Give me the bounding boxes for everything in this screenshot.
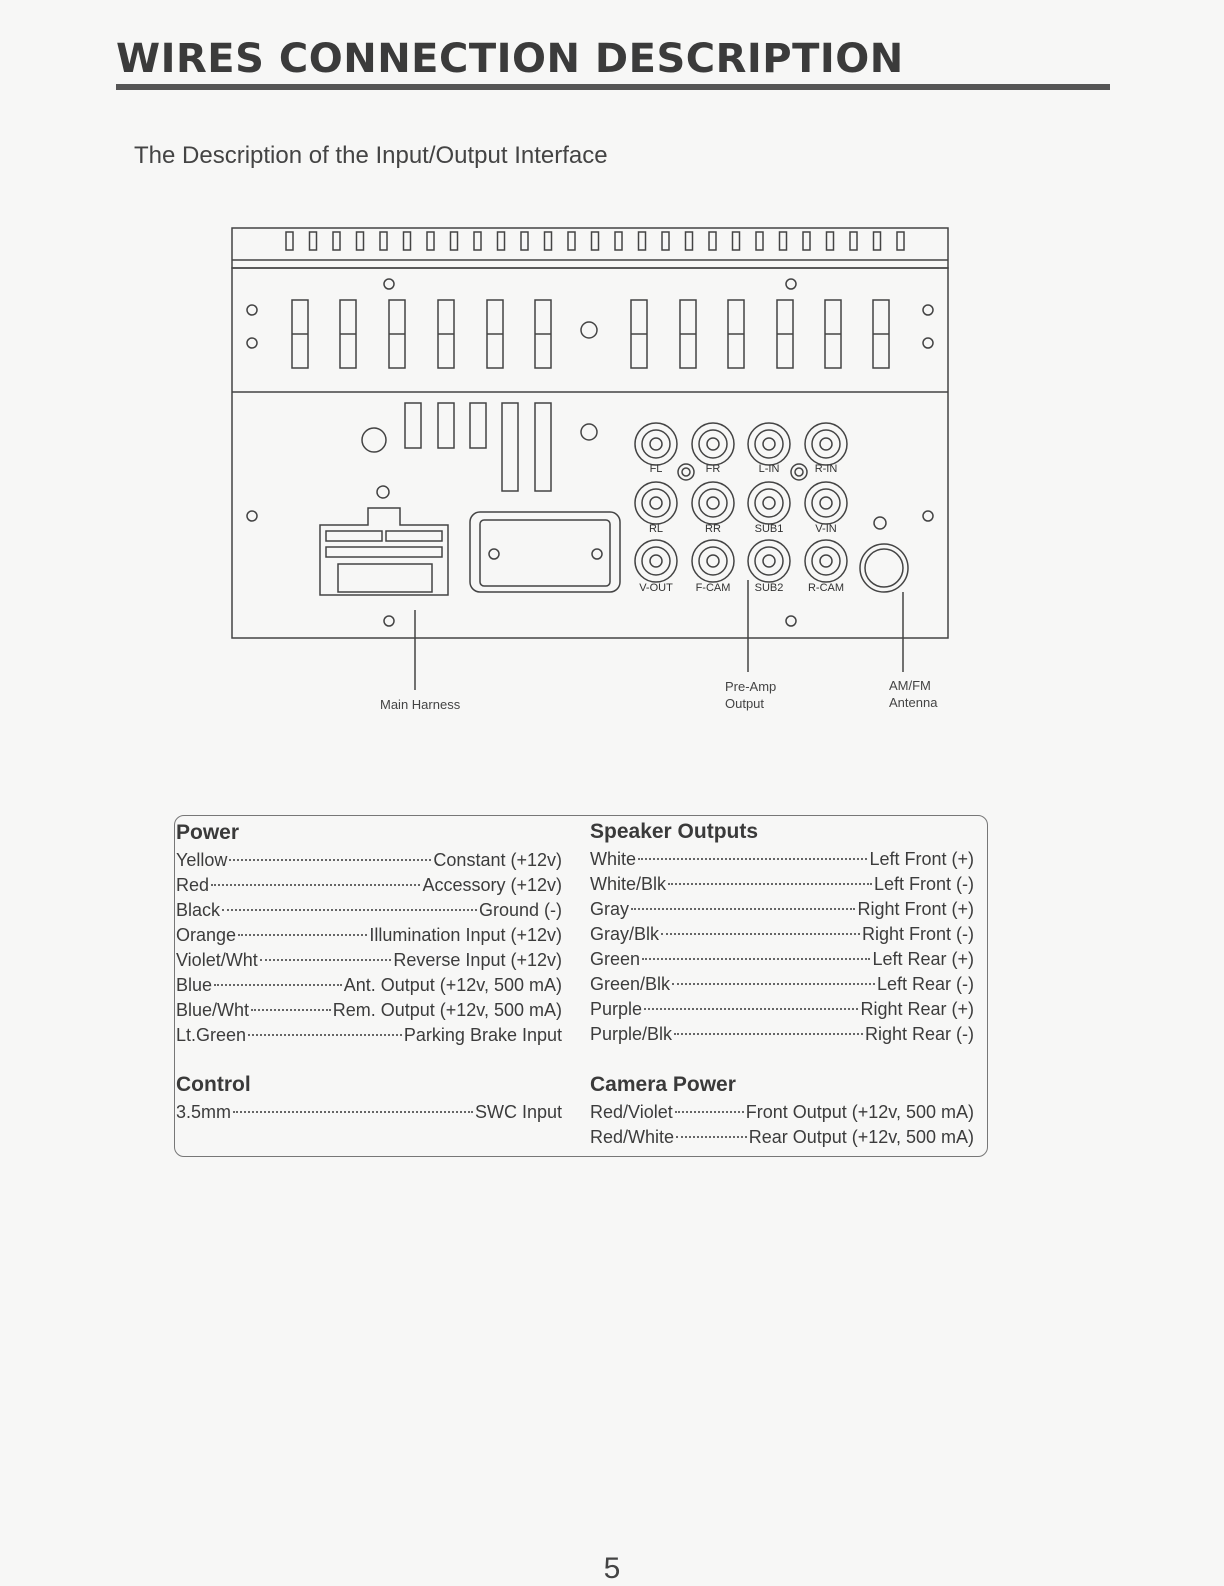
wire-color: Red/Violet bbox=[590, 1102, 673, 1122]
screw-hole bbox=[247, 511, 257, 521]
rca-jack-ring bbox=[755, 430, 783, 458]
wire-color: Black bbox=[176, 900, 221, 920]
rca-jack-label: R-CAM bbox=[807, 582, 845, 594]
wire-row bbox=[176, 923, 562, 948]
rca-jack-pin bbox=[820, 497, 832, 509]
wire-color: Red/White bbox=[590, 1127, 675, 1147]
page-number: 5 bbox=[603, 1552, 621, 1585]
wire-color: Gray bbox=[590, 899, 630, 919]
mini-jack bbox=[678, 464, 694, 480]
rca-jack-label: FR bbox=[705, 463, 721, 475]
dot-leader bbox=[644, 1008, 858, 1010]
wire-row bbox=[590, 972, 974, 997]
heatsink-fin bbox=[709, 232, 716, 250]
screw-hole bbox=[362, 428, 386, 452]
wire-row bbox=[590, 1022, 974, 1047]
connector-slot bbox=[405, 403, 421, 448]
wire-row bbox=[590, 1100, 974, 1125]
screw-hole bbox=[581, 424, 597, 440]
wire-color: White bbox=[590, 849, 637, 869]
wire-color: Violet/Wht bbox=[176, 950, 258, 970]
callout-pre-amp-line1: Pre-Amp bbox=[725, 679, 777, 694]
rca-jack-label: L-IN bbox=[758, 463, 780, 475]
wire-color: Blue bbox=[176, 975, 213, 995]
connector-slot bbox=[535, 403, 551, 491]
wire-color: Blue/Wht bbox=[176, 1000, 250, 1020]
wire-row bbox=[590, 997, 974, 1022]
rca-jack-pin bbox=[707, 497, 719, 509]
rca-jack-label: SUB1 bbox=[754, 523, 784, 535]
dot-leader bbox=[229, 859, 431, 861]
callout-antenna bbox=[889, 677, 937, 711]
rca-jack-pin bbox=[650, 555, 662, 567]
rca-jack-ring bbox=[699, 430, 727, 458]
wire-color: Yellow bbox=[176, 850, 228, 870]
heatsink-fin bbox=[404, 232, 411, 250]
heatsink-fin bbox=[380, 232, 387, 250]
rca-jack-ring bbox=[699, 489, 727, 517]
wire-function: Left Rear (-) bbox=[876, 974, 974, 994]
rca-jack-ring bbox=[755, 489, 783, 517]
wire-function: SWC Input bbox=[474, 1102, 562, 1122]
rear-panel-diagram bbox=[0, 0, 1224, 760]
power-section bbox=[176, 818, 562, 1048]
rca-jack-ring bbox=[755, 547, 783, 575]
wire-function: Reverse Input (+12v) bbox=[393, 950, 562, 970]
heatsink-fin bbox=[897, 232, 904, 250]
wire-function: Right Front (-) bbox=[861, 924, 974, 944]
rca-jack-ring bbox=[699, 547, 727, 575]
heatsink-fin bbox=[733, 232, 740, 250]
rca-jack-pin bbox=[650, 438, 662, 450]
dot-leader bbox=[672, 983, 875, 985]
heatsink-fin bbox=[850, 232, 857, 250]
dot-leader bbox=[675, 1111, 744, 1113]
wire-function: Rear Output (+12v, 500 mA) bbox=[748, 1127, 974, 1147]
connector-slot bbox=[470, 403, 486, 448]
connector-slot bbox=[502, 403, 518, 491]
rca-jack-pin bbox=[707, 438, 719, 450]
wire-function: Front Output (+12v, 500 mA) bbox=[745, 1102, 974, 1122]
wire-row bbox=[590, 897, 974, 922]
screw-hole bbox=[377, 486, 389, 498]
rca-jack-label: V-OUT bbox=[639, 582, 673, 594]
page-title: WIRES CONNECTION DESCRIPTION bbox=[116, 36, 904, 82]
control-section bbox=[176, 1070, 562, 1125]
dot-leader bbox=[661, 933, 860, 935]
dot-leader bbox=[674, 1033, 863, 1035]
wire-color: Red bbox=[176, 875, 210, 895]
speaker-outputs-heading: Speaker Outputs bbox=[590, 820, 759, 843]
rca-jack-pin bbox=[763, 497, 775, 509]
heatsink-fin bbox=[451, 232, 458, 250]
wire-color: White/Blk bbox=[590, 874, 667, 894]
wire-row bbox=[176, 998, 562, 1023]
screw-hole bbox=[786, 616, 796, 626]
wire-row bbox=[176, 1023, 562, 1048]
wire-row bbox=[176, 973, 562, 998]
heatsink-fin bbox=[474, 232, 481, 250]
screw-hole bbox=[786, 279, 796, 289]
heatsink-fin bbox=[803, 232, 810, 250]
wire-color: Purple/Blk bbox=[590, 1024, 673, 1044]
wire-row bbox=[590, 922, 974, 947]
rca-jack-pin bbox=[650, 497, 662, 509]
heatsink-fin bbox=[756, 232, 763, 250]
screw-hole bbox=[247, 338, 257, 348]
wire-row bbox=[590, 847, 974, 872]
mini-jack bbox=[791, 464, 807, 480]
heatsink-fin bbox=[427, 232, 434, 250]
heatsink-fin bbox=[639, 232, 646, 250]
dot-leader bbox=[260, 959, 392, 961]
power-rows bbox=[176, 848, 562, 1048]
rca-jack-label: RL bbox=[648, 523, 664, 535]
wire-color: Gray/Blk bbox=[590, 924, 660, 944]
dot-leader bbox=[676, 1136, 747, 1138]
heatsink-fin bbox=[310, 232, 317, 250]
rca-jack-label: FL bbox=[649, 463, 663, 475]
speaker-rows bbox=[590, 847, 974, 1047]
rca-jack-label: V-IN bbox=[815, 523, 837, 535]
wire-function: Parking Brake Input bbox=[403, 1025, 562, 1045]
dot-leader bbox=[233, 1111, 473, 1113]
rca-jack-ring bbox=[642, 489, 670, 517]
control-rows bbox=[176, 1100, 562, 1125]
dot-leader bbox=[638, 858, 867, 860]
wire-row bbox=[176, 948, 562, 973]
heatsink-fin bbox=[827, 232, 834, 250]
screw-hole bbox=[581, 322, 597, 338]
heatsink-fin bbox=[780, 232, 787, 250]
wire-color: 3.5mm bbox=[176, 1102, 232, 1122]
dot-leader bbox=[222, 909, 477, 911]
dot-leader bbox=[214, 984, 342, 986]
callout-main-harness: Main Harness bbox=[380, 697, 461, 712]
main-harness-connector bbox=[320, 508, 448, 595]
screw-hole bbox=[923, 511, 933, 521]
wire-row bbox=[590, 1125, 974, 1150]
rca-jack-label: F-CAM bbox=[695, 582, 731, 594]
screw-hole bbox=[923, 305, 933, 315]
wire-function: Ant. Output (+12v, 500 mA) bbox=[343, 975, 562, 995]
rca-jack-ring bbox=[812, 489, 840, 517]
wire-color: Purple bbox=[590, 999, 643, 1019]
wire-color: Lt.Green bbox=[176, 1025, 247, 1045]
dot-leader bbox=[642, 958, 870, 960]
dot-leader bbox=[211, 884, 420, 886]
control-heading: Control bbox=[176, 1073, 251, 1096]
callout-antenna-line2: Antenna bbox=[889, 695, 938, 710]
rca-jack-ring bbox=[812, 430, 840, 458]
wire-row bbox=[176, 873, 562, 898]
wire-function: Left Front (-) bbox=[873, 874, 974, 894]
heatsink-fin bbox=[662, 232, 669, 250]
rca-jack-pin bbox=[763, 438, 775, 450]
screw-hole bbox=[247, 305, 257, 315]
lower-slots bbox=[405, 403, 551, 491]
rca-jack-array bbox=[635, 423, 847, 594]
heatsink-fin bbox=[521, 232, 528, 250]
upper-slots bbox=[292, 300, 889, 368]
wire-row bbox=[590, 872, 974, 897]
wire-color: Green bbox=[590, 949, 641, 969]
section-subtitle: The Description of the Input/Output Interface bbox=[134, 142, 608, 169]
heatsink-fin bbox=[615, 232, 622, 250]
speaker-outputs-section bbox=[590, 817, 974, 1047]
rca-jack-pin bbox=[820, 555, 832, 567]
mini-jack-pin bbox=[682, 468, 690, 476]
heatsink-fin bbox=[686, 232, 693, 250]
callout-pre-amp-line2: Output bbox=[725, 696, 765, 711]
wire-function: Ground (-) bbox=[478, 900, 562, 920]
screw-hole bbox=[384, 279, 394, 289]
wire-function: Right Rear (+) bbox=[860, 999, 974, 1019]
camera-power-heading: Camera Power bbox=[590, 1073, 736, 1096]
heatsink-fin bbox=[545, 232, 552, 250]
power-heading: Power bbox=[176, 821, 240, 844]
wire-function: Left Front (+) bbox=[869, 849, 974, 869]
antenna-socket bbox=[860, 517, 908, 592]
heatsink-fin bbox=[498, 232, 505, 250]
screw-hole bbox=[384, 616, 394, 626]
accessory-port bbox=[470, 512, 620, 592]
rca-jack-label: R-IN bbox=[814, 463, 838, 475]
rca-jack-pin bbox=[820, 438, 832, 450]
wire-color: Orange bbox=[176, 925, 237, 945]
wire-function: Rem. Output (+12v, 500 mA) bbox=[332, 1000, 562, 1020]
heatsink-fin bbox=[874, 232, 881, 250]
heatsink-fin bbox=[333, 232, 340, 250]
wire-function: Accessory (+12v) bbox=[422, 875, 562, 895]
wire-function: Left Rear (+) bbox=[872, 949, 974, 969]
wire-row bbox=[176, 1100, 562, 1125]
dot-leader bbox=[251, 1009, 331, 1011]
rca-jack-ring bbox=[812, 547, 840, 575]
rca-jack-ring bbox=[642, 547, 670, 575]
mini-jack-pin bbox=[795, 468, 803, 476]
rca-jack-label: SUB2 bbox=[754, 582, 784, 594]
callout-antenna-line1: AM/FM bbox=[889, 678, 931, 693]
wire-function: Right Rear (-) bbox=[864, 1024, 974, 1044]
heatsink-fin bbox=[286, 232, 293, 250]
heatsink-fin bbox=[568, 232, 575, 250]
rca-jack-pin bbox=[707, 555, 719, 567]
rca-jack-ring bbox=[642, 430, 670, 458]
rca-jack-pin bbox=[763, 555, 775, 567]
heatsink-fin bbox=[592, 232, 599, 250]
heatsink-fin bbox=[357, 232, 364, 250]
camera-rows bbox=[590, 1100, 974, 1150]
rca-jack-label: RR bbox=[705, 523, 721, 535]
heatsink-fins bbox=[232, 228, 948, 268]
camera-power-section bbox=[590, 1070, 974, 1150]
dot-leader bbox=[631, 908, 855, 910]
dot-leader bbox=[238, 934, 367, 936]
dot-leader bbox=[248, 1034, 402, 1036]
wire-color: Green/Blk bbox=[590, 974, 671, 994]
connector-slot bbox=[438, 403, 454, 448]
dot-leader bbox=[668, 883, 872, 885]
wire-function: Right Front (+) bbox=[857, 899, 974, 919]
callout-pre-amp-output bbox=[725, 678, 776, 712]
wire-function: Constant (+12v) bbox=[433, 850, 562, 870]
wire-row bbox=[176, 898, 562, 923]
wire-row bbox=[590, 947, 974, 972]
wire-row bbox=[176, 848, 562, 873]
screw-hole bbox=[923, 338, 933, 348]
wire-function: Illumination Input (+12v) bbox=[369, 925, 562, 945]
